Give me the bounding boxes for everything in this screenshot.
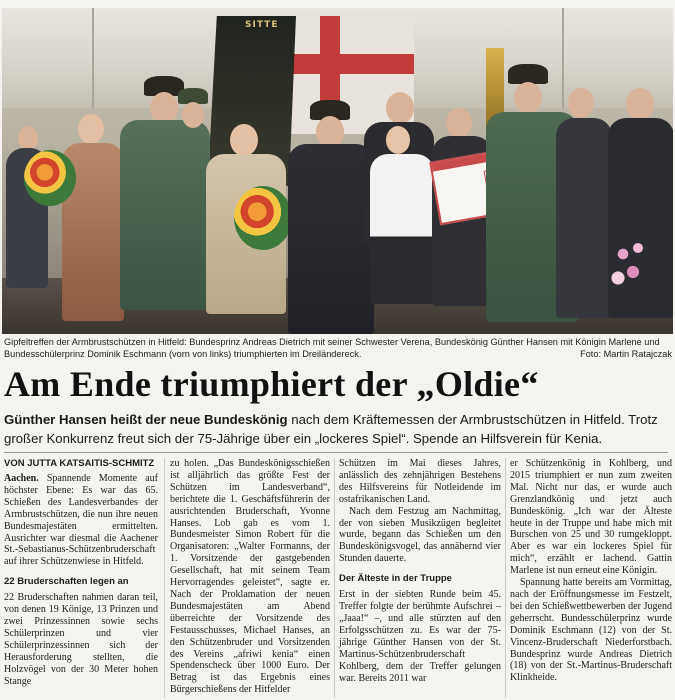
article-column-3 — [339, 458, 501, 684]
article-column-4 — [510, 458, 672, 684]
article-photo — [2, 8, 673, 334]
paragraph: Schützen im Mai dieses Jahres, anlässlich des zehnjährigen Bestehens des Hilfsvereins für Notleidende im ostafrikanischen Land. — [339, 458, 501, 505]
subheadline — [4, 410, 672, 448]
byline: VON JUTTA KATSAITIS-SCHMITZ — [4, 458, 155, 469]
dateline: Aachen. — [4, 473, 39, 484]
paragraph: 22 Bruderschaften nahmen daran teil, von denen 19 Könige, 13 Prinzen und zwei Prinzessinnen sowie sechs Schülerprinzen und vier Schülerprinzessinnen sich der Herausforderung stellten, die Holzvögel von der 30 Meter hohen Stange — [4, 592, 158, 687]
divider — [4, 452, 668, 453]
subheading: 22 Bruderschaften legen an — [4, 576, 129, 588]
subheadline-rest: nach dem Kräftemessen der Armbrustschützen in Hitfeld. Trotz großer Konkurrenz freut sich der 75-Jährige über ein „lockeres Spiel“. Spende an Hilfsverein für Kenia. — [4, 412, 658, 446]
flower-bouquet — [24, 150, 76, 206]
guild-banner-text: SITTE — [245, 20, 279, 30]
paragraph: er Schützenkönig in Kohlberg, und 2015 triumphiert er nun zum zweiten Mal. Nicht nur das, er wurde auch Grenzlandkönig und jetzt auch Bundeskönig. „Ich war der Älteste heute in der Truppe und habe mich mit Burschen von 25 und 30 rumgekloppt. Aber es war ein lockeres Spiel für mich“, erzählt er lachend. Gattin Marlene ist nun erneut eine Königin. — [510, 458, 672, 577]
article-column-1 — [4, 458, 158, 688]
flower-arrangement — [608, 230, 658, 290]
column-divider — [164, 458, 165, 698]
column-divider — [505, 458, 506, 698]
paragraph: Spannung hatte bereits am Vormittag, nach der Eröffnungsmesse im Festzelt, bei den Schießwettbewerben der Jugend geherrscht. Bundesschülerprinz wurde Dominik Eschmann (12) von der St. Vincenz-Bruderschaft Niederforstbach. Bundesprinz wurde Andreas Dietrich (18) von der St.-Martinus-Bruderschaft Klinkheide. — [510, 577, 672, 684]
article-column-2 — [170, 458, 330, 696]
caption-text: Gipfeltreffen der Armbrustschützen in Hitfeld: Bundesprinz Andreas Dietrich mit seiner Schwester Verena, Bundeskönig Günther Hansen mit Königin Marlene und Bundesschülerprinz Dominik Eschmann (vorn von links) triumphierten im Dreiländereck. — [4, 337, 660, 359]
paragraph: Erst in der siebten Runde beim 45. Treffer folgte der berühmte Aufschrei – „Jaaa!“ –, und alle stürzten auf den Erfolgsschützen zu. Es war der 75-jährige Günther Hansen von der St. Martinus-Schützenbruderschaft Kohlberg, dem der Treffer gelungen war. Bereits 2011 war — [339, 589, 501, 684]
column-divider — [334, 458, 335, 698]
paragraph: Aachen. Spannende Momente auf höchster Ebene: Es war das 65. Schießen des Landesverbandes der Armbrustschützen, die nun ihre neuen Bundesmajestäten ermittelten. Ausrichter war diesmal die Aachener St.-Sebastianus-Schützenbruderschaft auf ihrer Schützenwiese in Hitfeld. — [4, 473, 158, 568]
photo-caption — [4, 336, 672, 360]
subheadline-bold: Günther Hansen heißt der neue Bundeskönig — [4, 412, 288, 427]
flower-bouquet — [234, 186, 292, 250]
headline: Am Ende triumphiert der „Oldie“ — [4, 364, 539, 404]
subheading: Der Älteste in der Truppe — [339, 573, 452, 585]
photo-credit: Foto: Martin Ratajczak — [580, 349, 672, 359]
tent-beam — [92, 8, 94, 108]
paragraph: Nach dem Festzug am Nachmittag, der von sieben Musikzügen begleitet wurde, begann das Schießen um den Bundeskönigsvogel, das annähernd vier Stunden dauerte. — [339, 505, 501, 565]
tent-beam — [562, 8, 564, 108]
paragraph: zu holen. „Das Bundeskönigsschießen ist alljährlich das größte Fest der Schützen im Landesverband“, berichtete die 1. Geschäftsführerin der ausrichtenden Bruderschaft, Yvonne Hanses. Lob gab es vom 1. Bundesmeister Simon Robert für die Organisatoren: „Walter Formanns, der 1. Vorsitzende der gastgebenden Gesellschaft, hat mit seinem Team Hervorragendes geleistet“, sagte er. Nach der Proklamation der neuen Bundesmajestäten am Abend überreichte der Vorsitzende des Festausschusses, Michael Hanses, an den Schützenbruder und Vorsitzenden des Vereins „afriwi kenia“ einen Spendenscheck über 1000 Euro. Der Betrag ist das Ergebnis eines Bürgerschießens der Hitfelder — [170, 458, 330, 696]
